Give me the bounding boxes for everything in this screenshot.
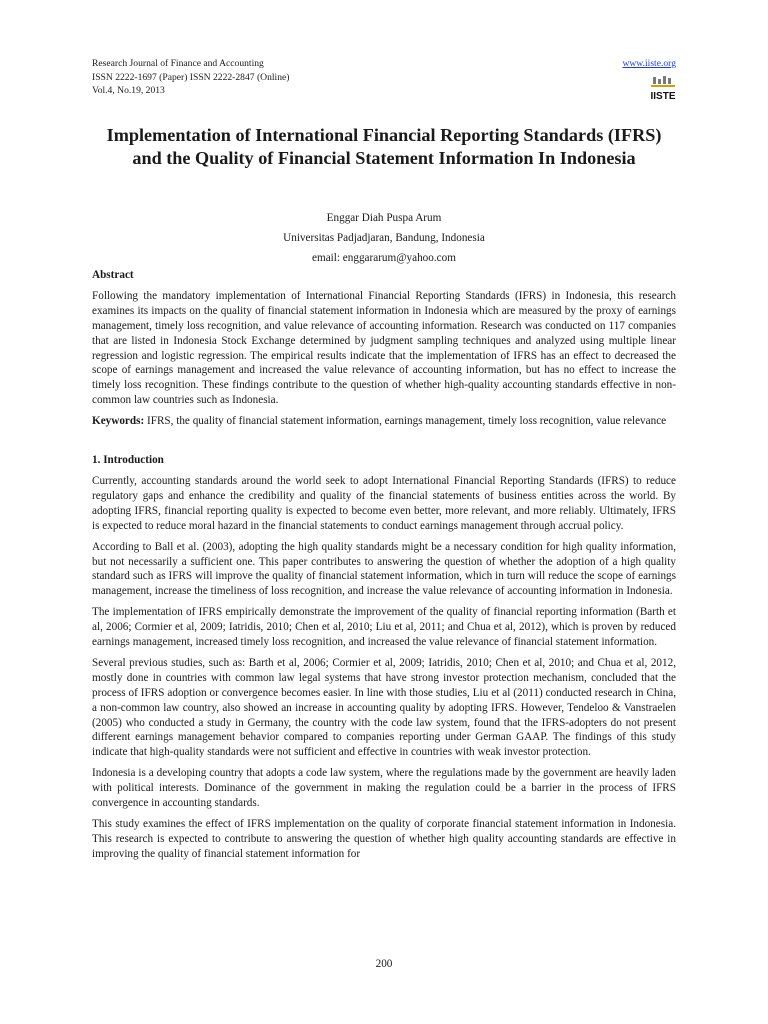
author-block: [92, 208, 676, 268]
website-link[interactable]: www.iiste.org: [622, 58, 676, 69]
intro-paragraph-4: Several previous studies, such as: Barth et al, 2006; Cormier et al, 2009; Iatridis, 2010; Chen et al, 2010; and Chua et al, 2012, mostly done in countries with common law legal systems that have strong investor protection mechanism, concluded that the process of IFRS adoption or convergence becomes easier. In line with those studies, Liu et al (2011) conducted research in China, a non-common law country, also showed an increase in accounting quality by adopting IFRS. However, Tendeloo & Vanstraelen (2005) who conducted a study in Germany, the country with the code law system, found that the IFRS-adopters do not present different earnings management behavior compared to companies reporting under German GAAP. The findings of this study indicate that high-quality standards were not sufficient and effective in countries with weak investor protection.: [92, 656, 676, 759]
journal-header: [92, 57, 289, 98]
intro-paragraph-1: Currently, accounting standards around the world seek to adopt International Financial Reporting Standards (IFRS) to reduce regulatory gaps and enhance the credibility and quality of the financial statements of business entities across the world. By adopting IFRS, financial reporting quality is expected to become even better, more relevant, and more reliably. Ultimately, IFRS is expected to reduce moral hazard in the financial statements to conduct earnings management through accrual policy.: [92, 474, 676, 532]
intro-paragraph-2: According to Ball et al. (2003), adopting the high quality standards might be a necessary condition for high quality information, but not necessarily a sufficient one. This paper contributes to answering the question of whether the adoption of a high quality standard such as IFRS will improve the quality of financial statement information, which in turn will reduce the scope of earnings management, increase the timeliness of loss recognition, and increase the value relevance of accounting information in Indonesia.: [92, 540, 676, 598]
keywords-label: Keywords:: [92, 415, 145, 428]
author-name: Enggar Diah Puspa Arum: [326, 212, 442, 224]
abstract-heading: Abstract: [92, 269, 134, 281]
keywords: [92, 414, 676, 429]
author-affiliation: Universitas Padjadjaran, Bandung, Indonesia: [283, 232, 485, 244]
header-right: [622, 57, 676, 105]
introduction-heading: 1. Introduction: [92, 454, 164, 467]
paper-title: Implementation of International Financial Reporting Standards (IFRS) and the Quality of Financial Statement Information In Indonesia: [106, 125, 662, 169]
volume-line: Vol.4, No.19, 2013: [92, 85, 165, 96]
intro-paragraph-5: Indonesia is a developing country that adopts a code law system, where the regulations made by the government are heavily laden with political interests. Dominance of the government in making the regulation could be a barrier in the process of IFRS convergence in accounting standards.: [92, 767, 676, 810]
iiste-logo: [650, 75, 676, 101]
abstract-text: Following the mandatory implementation of International Financial Reporting Standards (IFRS) in Indonesia, this research examines its impacts on the quality of financial statement information in Indonesia which are measured by the proxy of earnings management, timely loss recognition, and value relevance of accounting information. Research was conducted on 117 companies that are listed in Indonesia Stock Exchange determined by judgment sampling techniques and analyzed using multiple linear regression and logistic regression. The empirical results indicate that the implementation of IFRS has an effect to decreased the scope of earnings management and increased the value relevance of accounting information, but has no effect to increase the timely loss recognition. These findings contribute to the question of whether high-quality accounting standards effective in non-common law countries such as Indonesia.: [92, 289, 676, 407]
journal-name: Research Journal of Finance and Accounting: [92, 58, 264, 69]
author-email: email: enggararum@yahoo.com: [312, 252, 456, 264]
issn-line: ISSN 2222-1697 (Paper) ISSN 2222-2847 (Online): [92, 71, 290, 83]
intro-paragraph-6: This study examines the effect of IFRS implementation on the quality of corporate financial statement information in Indonesia. This research is expected to contribute to answering the question of whether high quality accounting standards are effective in improving the quality of financial statement information for: [92, 818, 676, 860]
paper-body: [92, 268, 676, 868]
keywords-text: IFRS, the quality of financial statement information, earnings management, timely loss recognition, value relevance: [144, 415, 667, 428]
intro-paragraph-3: The implementation of IFRS empirically demonstrate the improvement of the quality of financial reporting information (Barth et al, 2006; Cormier et al, 2009; Iatridis, 2010; Chen et al, 2010; Liu et al, 2011; and Chua et al, 2012), which is proven by reduced earnings management, increased timely loss recognition, and increased the value relevance of financial statement information.: [92, 606, 676, 649]
svg-text:IISTE: IISTE: [650, 91, 676, 101]
page-number: 200: [375, 958, 393, 970]
